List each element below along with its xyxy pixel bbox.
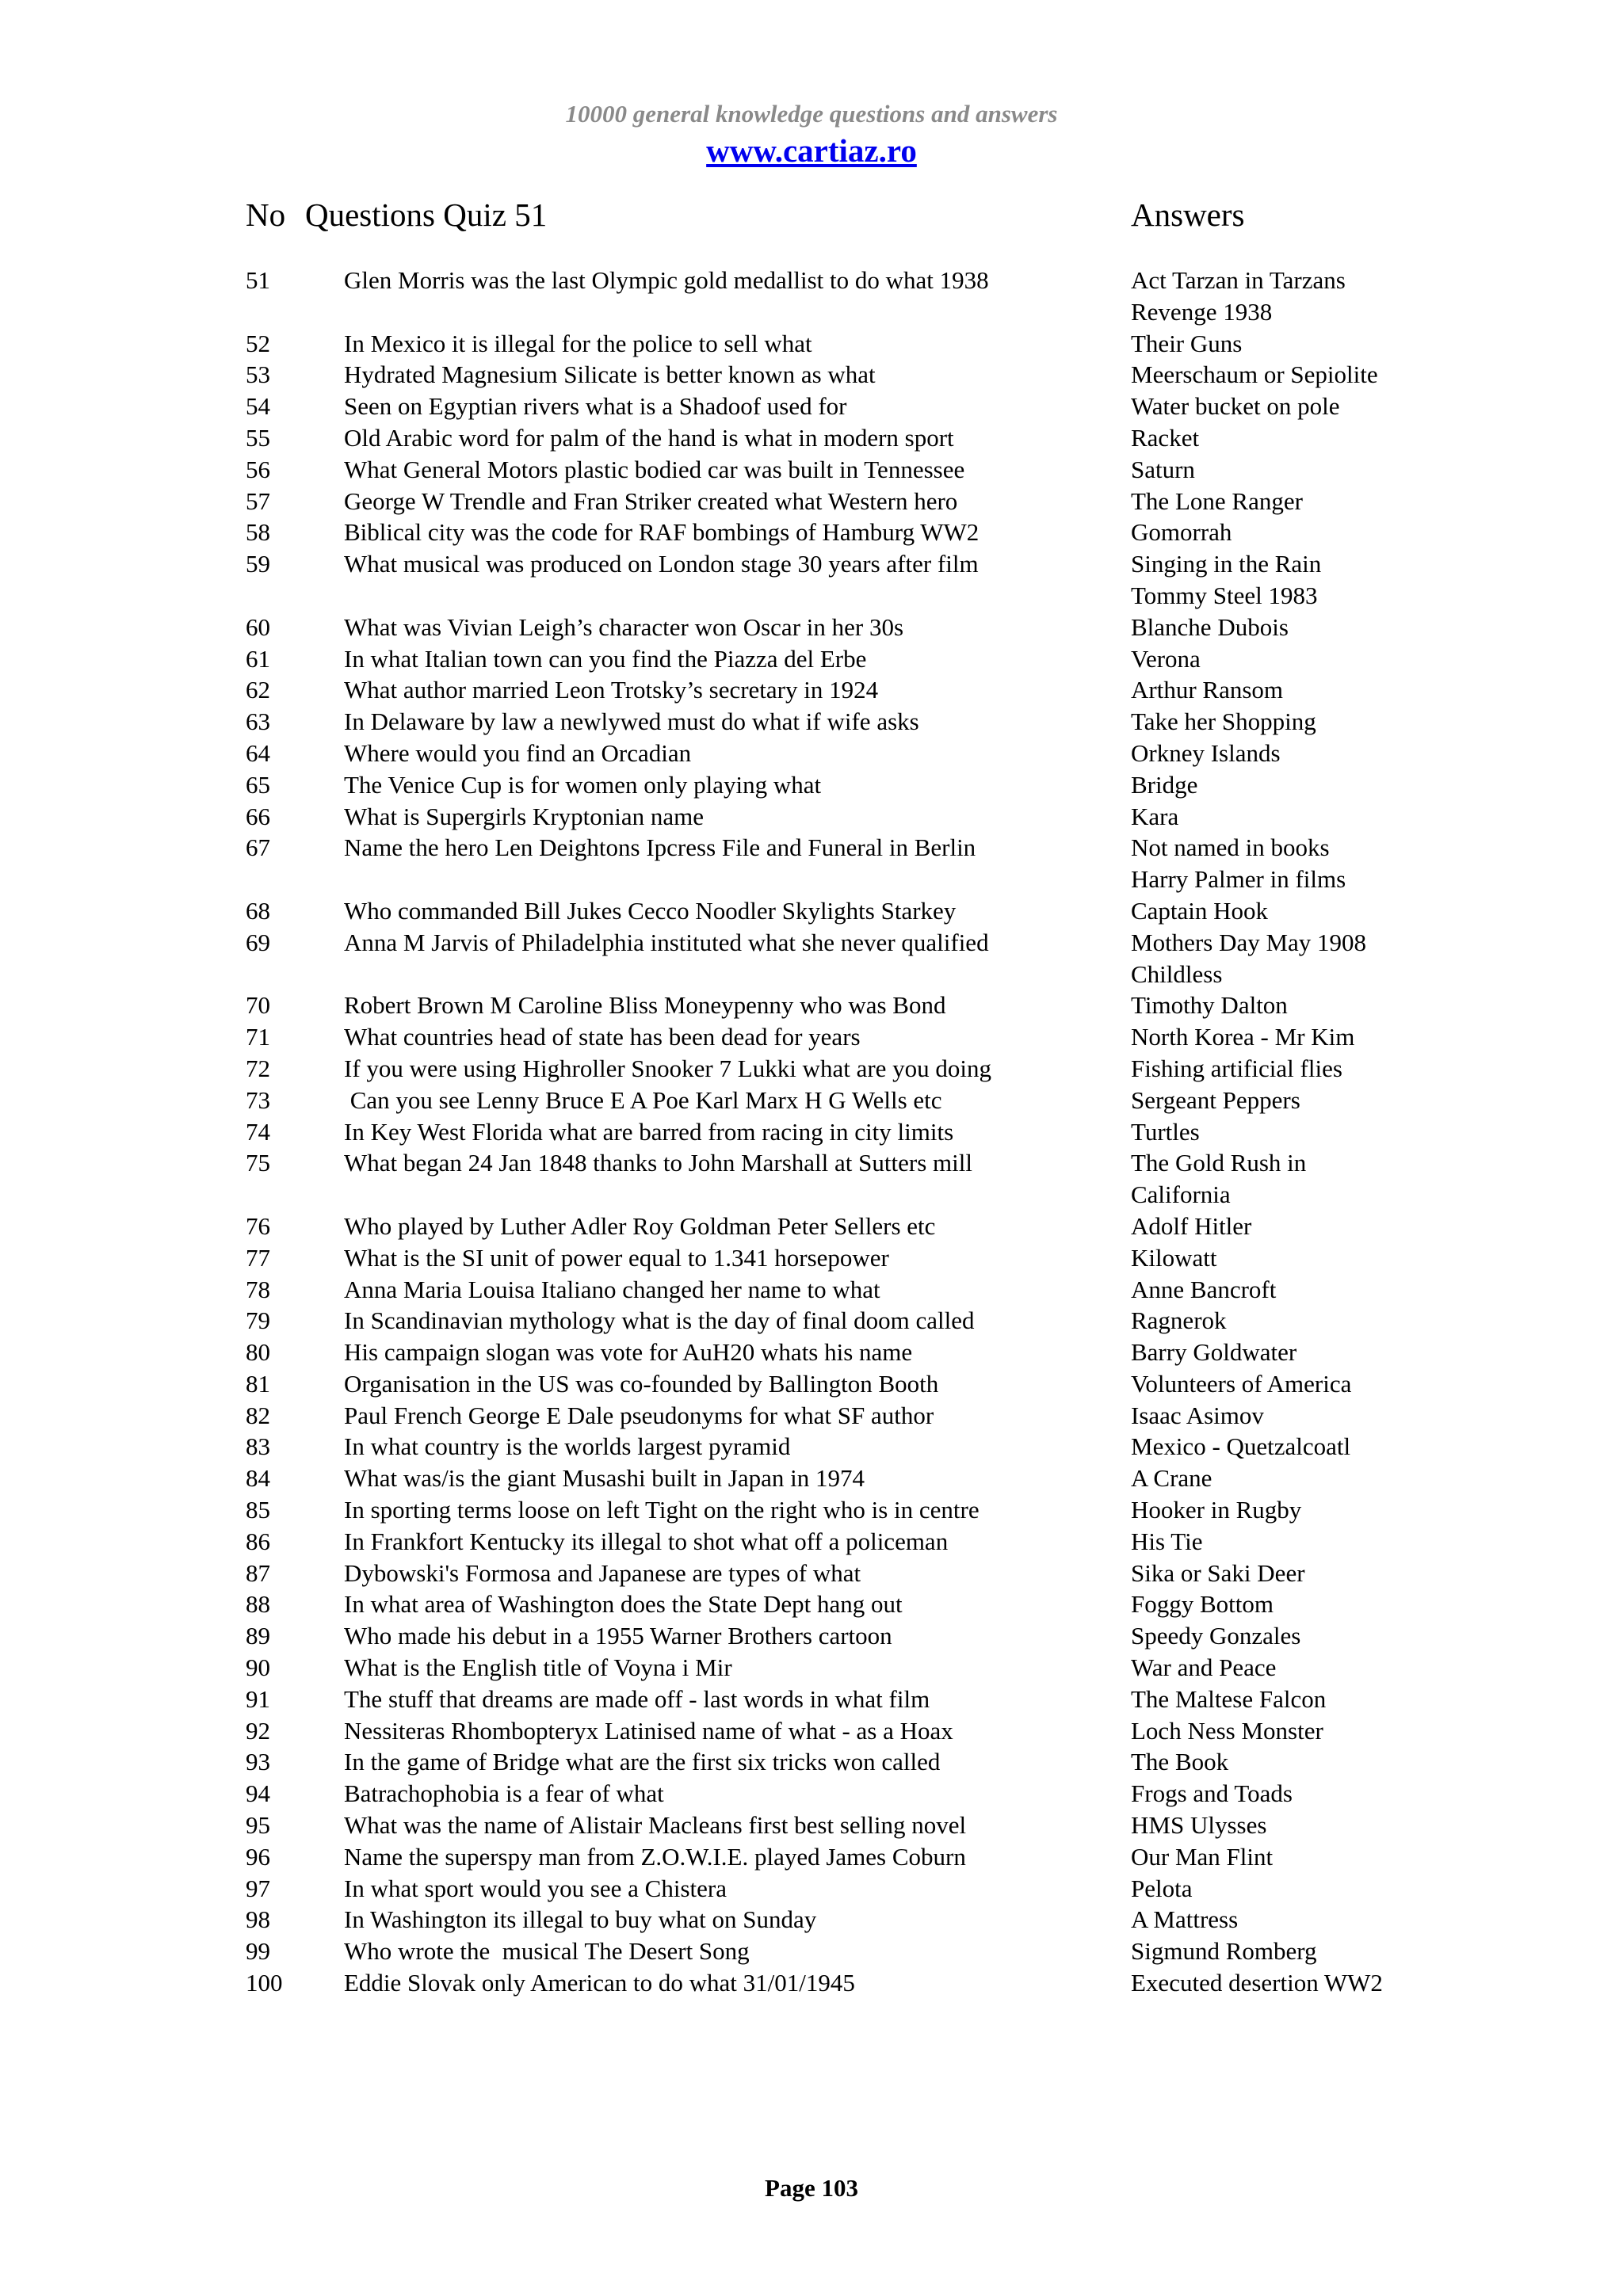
- question-number: 99: [246, 1937, 270, 1966]
- answer-text: Volunteers of America: [1131, 1369, 1352, 1398]
- table-row: [0, 454, 1623, 486]
- question-number: 72: [246, 1054, 270, 1082]
- question-text: Organisation in the US was co-founded by Ballington Booth: [344, 1369, 939, 1398]
- question-text: In Frankfort Kentucky its illegal to shot what off a policeman: [344, 1527, 949, 1555]
- question-number: 63: [246, 707, 270, 736]
- question-text: Paul French George E Dale pseudonyms for what SF author: [344, 1401, 934, 1429]
- table-row: [0, 1589, 1623, 1620]
- answer-text: Turtles: [1131, 1117, 1200, 1146]
- table-row: [0, 548, 1623, 612]
- question-text: The stuff that dreams are made off - last words in what film: [344, 1684, 930, 1713]
- question-text: The Venice Cup is for women only playing what: [344, 770, 822, 799]
- question-text: In Scandinavian mythology what is the day of final doom called: [344, 1306, 975, 1335]
- question-number: 56: [246, 455, 270, 483]
- answer-text: Take her Shopping: [1131, 707, 1316, 736]
- answer-text: The Maltese Falcon: [1131, 1684, 1327, 1713]
- table-row: [0, 769, 1623, 801]
- question-text: Name the hero Len Deightons Ipcress File and Funeral in Berlin: [344, 833, 976, 862]
- answer-text: Not named in books Harry Palmer in films: [1131, 833, 1346, 894]
- question-text: Name the superspy man from Z.O.W.I.E. played James Coburn: [344, 1842, 966, 1871]
- question-number: 90: [246, 1653, 270, 1682]
- answer-text: Sigmund Romberg: [1131, 1937, 1317, 1966]
- question-number: 73: [246, 1085, 270, 1114]
- table-row: [0, 738, 1623, 769]
- answer-text: Anne Bancroft: [1131, 1275, 1277, 1303]
- table-row: [0, 674, 1623, 706]
- question-text: In what Italian town can you find the Piazza del Erbe: [344, 644, 867, 673]
- answer-text: Frogs and Toads: [1131, 1779, 1293, 1808]
- table-row: [0, 1526, 1623, 1558]
- question-text: In what sport would you see a Chistera: [344, 1874, 727, 1902]
- answer-text: Hooker in Rugby: [1131, 1496, 1302, 1524]
- answer-text: Sergeant Peppers: [1131, 1085, 1300, 1114]
- question-text: What was Vivian Leigh’s character won Oscar in her 30s: [344, 612, 904, 641]
- table-row: [0, 1242, 1623, 1274]
- question-text: Old Arabic word for palm of the hand is what in modern sport: [344, 423, 954, 452]
- question-number: 61: [246, 644, 270, 673]
- question-text: What musical was produced on London stage 30 years after film: [344, 550, 979, 578]
- question-number: 76: [246, 1211, 270, 1240]
- answer-text: Verona: [1131, 644, 1201, 673]
- question-number: 67: [246, 833, 270, 862]
- table-row: [0, 1558, 1623, 1589]
- question-number: 91: [246, 1684, 270, 1713]
- question-number: 92: [246, 1716, 270, 1745]
- question-text: Who made his debut in a 1955 Warner Brothers cartoon: [344, 1622, 892, 1650]
- question-number: 84: [246, 1464, 270, 1493]
- table-row: [0, 1778, 1623, 1810]
- question-number: 69: [246, 928, 270, 956]
- table-row: [0, 895, 1623, 927]
- question-text: In sporting terms loose on left Tight on the right who is in centre: [344, 1496, 980, 1524]
- question-text: Robert Brown M Caroline Bliss Moneypenny who was Bond: [344, 991, 946, 1020]
- question-text: Hydrated Magnesium Silicate is better known as what: [344, 360, 876, 389]
- table-row: [0, 1021, 1623, 1053]
- answer-text: Act Tarzan in Tarzans Revenge 1938: [1131, 266, 1346, 326]
- column-header-answers: Answers: [1131, 196, 1245, 233]
- question-number: 55: [246, 423, 270, 452]
- answer-text: Bridge: [1131, 770, 1198, 799]
- table-row: [0, 1810, 1623, 1841]
- answer-text: North Korea - Mr Kim: [1131, 1023, 1355, 1051]
- question-number: 62: [246, 676, 270, 704]
- table-row: [0, 1211, 1623, 1242]
- table-row: [0, 801, 1623, 833]
- document-subtitle: 10000 general knowledge questions and answers: [565, 100, 1058, 128]
- question-text: What is the English title of Voyna i Mir: [344, 1653, 732, 1682]
- question-number: 64: [246, 738, 270, 767]
- question-text: Who commanded Bill Jukes Cecco Noodler Skylights Starkey: [344, 896, 957, 925]
- question-text: Where would you find an Orcadian: [344, 738, 692, 767]
- answer-text: Orkney Islands: [1131, 738, 1281, 767]
- table-row: [0, 832, 1623, 895]
- question-number: 83: [246, 1432, 270, 1461]
- table-row: [0, 265, 1623, 328]
- page-number: Page 103: [765, 2174, 858, 2202]
- question-text: Who played by Luther Adler Roy Goldman Peter Sellers etc: [344, 1211, 936, 1240]
- question-text: Dybowski's Formosa and Japanese are types of what: [344, 1558, 861, 1587]
- answer-text: Singing in the Rain Tommy Steel 1983: [1131, 550, 1322, 609]
- table-row: [0, 486, 1623, 517]
- question-number: 66: [246, 802, 270, 830]
- table-row: [0, 643, 1623, 675]
- table-row: [0, 422, 1623, 454]
- answer-text: Timothy Dalton: [1131, 991, 1288, 1020]
- answer-text: Water bucket on pole: [1131, 392, 1340, 421]
- question-text: In Mexico it is illegal for the police to sell what: [344, 329, 812, 357]
- answer-text: Racket: [1131, 423, 1200, 452]
- question-number: 97: [246, 1874, 270, 1902]
- question-number: 57: [246, 486, 270, 515]
- table-row: [0, 990, 1623, 1021]
- question-text: Biblical city was the code for RAF bombings of Hamburg WW2: [344, 518, 980, 547]
- answer-text: Loch Ness Monster: [1131, 1716, 1323, 1745]
- question-number: 78: [246, 1275, 270, 1303]
- question-number: 100: [246, 1969, 283, 1997]
- question-number: 93: [246, 1748, 270, 1776]
- question-number: 79: [246, 1306, 270, 1335]
- question-number: 98: [246, 1905, 270, 1934]
- answer-text: Arthur Ransom: [1131, 676, 1284, 704]
- table-row: [0, 391, 1623, 422]
- answer-text: Mothers Day May 1908 Childless: [1131, 928, 1367, 988]
- question-text: Glen Morris was the last Olympic gold medallist to do what 1938: [344, 266, 989, 294]
- table-row: [0, 1494, 1623, 1526]
- question-number: 82: [246, 1401, 270, 1429]
- question-text: What author married Leon Trotsky’s secretary in 1924: [344, 676, 879, 704]
- column-header-questions: Questions Quiz 51: [305, 196, 548, 233]
- table-row: [0, 706, 1623, 738]
- question-text: Eddie Slovak only American to do what 31/01/1945: [344, 1969, 855, 1997]
- table-row: [0, 517, 1623, 548]
- answer-text: Pelota: [1131, 1874, 1193, 1902]
- answer-text: Isaac Asimov: [1131, 1401, 1264, 1429]
- table-row: [0, 1368, 1623, 1400]
- table-row: [0, 1053, 1623, 1085]
- answer-text: A Crane: [1131, 1464, 1212, 1493]
- question-text: What was the name of Alistair Macleans first best selling novel: [344, 1811, 967, 1840]
- question-number: 70: [246, 991, 270, 1020]
- column-header-no: No: [246, 196, 286, 233]
- question-number: 74: [246, 1117, 270, 1146]
- answer-text: Blanche Dubois: [1131, 612, 1289, 641]
- table-row: [0, 927, 1623, 990]
- table-row: [0, 1904, 1623, 1936]
- question-number: 68: [246, 896, 270, 925]
- answer-text: Our Man Flint: [1131, 1842, 1274, 1871]
- table-row: [0, 1400, 1623, 1432]
- question-text: If you were using Highroller Snooker 7 Lukki what are you doing: [344, 1054, 992, 1082]
- answer-text: Sika or Saki Deer: [1131, 1558, 1305, 1587]
- table-row: [0, 1841, 1623, 1873]
- table-row: [0, 1116, 1623, 1148]
- question-number: 94: [246, 1779, 270, 1808]
- website-link[interactable]: www.cartiaz.ro: [706, 132, 917, 169]
- answer-text: Mexico - Quetzalcoatl: [1131, 1432, 1351, 1461]
- answer-text: The Book: [1131, 1748, 1229, 1776]
- answer-text: Executed desertion WW2: [1131, 1969, 1383, 1997]
- answer-text: Kara: [1131, 802, 1179, 830]
- answer-text: Fishing artificial flies: [1131, 1054, 1342, 1082]
- answer-text: Saturn: [1131, 455, 1195, 483]
- answer-text: Kilowatt: [1131, 1243, 1217, 1272]
- question-number: 65: [246, 770, 270, 799]
- question-number: 59: [246, 550, 270, 578]
- question-number: 89: [246, 1622, 270, 1650]
- question-number: 88: [246, 1590, 270, 1619]
- answer-text: Captain Hook: [1131, 896, 1269, 925]
- question-text: What was/is the giant Musashi built in Japan in 1974: [344, 1464, 865, 1493]
- question-text: Nessiteras Rhombopteryx Latinised name of what - as a Hoax: [344, 1716, 953, 1745]
- question-text: Who wrote the musical The Desert Song: [344, 1937, 750, 1966]
- question-number: 87: [246, 1558, 270, 1587]
- question-text: What is the SI unit of power equal to 1.341 horsepower: [344, 1243, 889, 1272]
- question-text: Seen on Egyptian rivers what is a Shadoof used for: [344, 392, 847, 421]
- table-row: [0, 1684, 1623, 1715]
- question-text: In what country is the worlds largest pyramid: [344, 1432, 791, 1461]
- question-text: Anna M Jarvis of Philadelphia instituted what she never qualified: [344, 928, 989, 956]
- table-row: [0, 1337, 1623, 1368]
- table-row: [0, 1274, 1623, 1306]
- question-text: Can you see Lenny Bruce E A Poe Karl Marx H G Wells etc: [344, 1085, 942, 1114]
- answer-text: The Gold Rush in California: [1131, 1149, 1307, 1209]
- question-text: Anna Maria Louisa Italiano changed her name to what: [344, 1275, 880, 1303]
- question-number: 77: [246, 1243, 270, 1272]
- question-text: In the game of Bridge what are the first six tricks won called: [344, 1748, 941, 1776]
- answer-text: A Mattress: [1131, 1905, 1239, 1934]
- answer-text: Adolf Hitler: [1131, 1211, 1252, 1240]
- question-number: 81: [246, 1369, 270, 1398]
- table-row: [0, 1620, 1623, 1652]
- question-number: 86: [246, 1527, 270, 1555]
- table-row: [0, 1967, 1623, 1999]
- question-number: 71: [246, 1023, 270, 1051]
- table-row: [0, 1873, 1623, 1905]
- table-row: [0, 1936, 1623, 1967]
- question-text: What countries head of state has been dead for years: [344, 1023, 861, 1051]
- table-row: [0, 1147, 1623, 1211]
- question-number: 60: [246, 612, 270, 641]
- answer-text: Barry Goldwater: [1131, 1338, 1297, 1367]
- question-text: In Key West Florida what are barred from racing in city limits: [344, 1117, 954, 1146]
- question-number: 96: [246, 1842, 270, 1871]
- question-text: Batrachophobia is a fear of what: [344, 1779, 664, 1808]
- question-number: 80: [246, 1338, 270, 1367]
- answer-text: Their Guns: [1131, 329, 1243, 357]
- answer-text: HMS Ulysses: [1131, 1811, 1267, 1840]
- answer-text: Meerschaum or Sepiolite: [1131, 360, 1378, 389]
- answer-text: Foggy Bottom: [1131, 1590, 1274, 1619]
- answer-text: His Tie: [1131, 1527, 1203, 1555]
- question-text: What General Motors plastic bodied car was built in Tennessee: [344, 455, 965, 483]
- table-row: [0, 1463, 1623, 1494]
- table-row: [0, 328, 1623, 360]
- table-row: [0, 1431, 1623, 1463]
- question-number: 51: [246, 266, 270, 294]
- table-row: [0, 1305, 1623, 1337]
- table-row: [0, 1715, 1623, 1747]
- question-number: 58: [246, 518, 270, 547]
- question-number: 95: [246, 1811, 270, 1840]
- answer-text: Gomorrah: [1131, 518, 1232, 547]
- question-number: 75: [246, 1149, 270, 1177]
- question-number: 85: [246, 1496, 270, 1524]
- question-text: What began 24 Jan 1848 thanks to John Marshall at Sutters mill: [344, 1149, 972, 1177]
- table-row: [0, 612, 1623, 643]
- question-number: 53: [246, 360, 270, 389]
- quiz-table: [0, 265, 1623, 1999]
- table-row: [0, 1746, 1623, 1778]
- question-text: His campaign slogan was vote for AuH20 whats his name: [344, 1338, 913, 1367]
- question-text: In Delaware by law a newlywed must do what if wife asks: [344, 707, 919, 736]
- answer-text: War and Peace: [1131, 1653, 1277, 1682]
- question-number: 54: [246, 392, 270, 421]
- question-text: In what area of Washington does the State Dept hang out: [344, 1590, 903, 1619]
- answer-text: The Lone Ranger: [1131, 486, 1303, 515]
- table-row: [0, 1652, 1623, 1684]
- question-text: What is Supergirls Kryptonian name: [344, 802, 705, 830]
- question-number: 52: [246, 329, 270, 357]
- question-text: George W Trendle and Fran Striker created what Western hero: [344, 486, 958, 515]
- answer-text: Ragnerok: [1131, 1306, 1227, 1335]
- answer-text: Speedy Gonzales: [1131, 1622, 1301, 1650]
- table-row: [0, 359, 1623, 391]
- table-row: [0, 1085, 1623, 1116]
- question-text: In Washington its illegal to buy what on Sunday: [344, 1905, 817, 1934]
